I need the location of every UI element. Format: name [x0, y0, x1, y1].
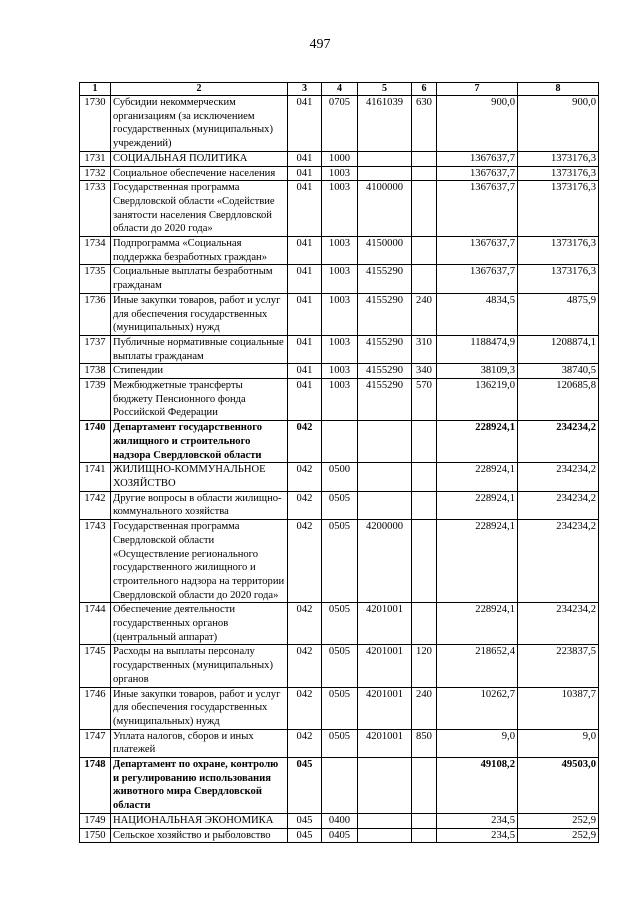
ministry-code: 045	[288, 813, 322, 828]
ministry-code: 045	[288, 828, 322, 843]
expense-type-code	[412, 491, 437, 519]
amount-col8: 38740,5	[518, 364, 599, 379]
target-code: 4200000	[358, 520, 412, 603]
target-code	[358, 166, 412, 181]
expense-type-code	[412, 151, 437, 166]
amount-col7: 228924,1	[437, 520, 518, 603]
amount-col7: 49108,2	[437, 758, 518, 814]
expense-name: Иные закупки товаров, работ и услуг для обеспечения государственных (муниципальных) нужд	[111, 293, 288, 335]
target-code	[358, 758, 412, 814]
row-number: 1738	[80, 364, 111, 379]
target-code: 4100000	[358, 181, 412, 237]
section-code: 1003	[322, 364, 358, 379]
amount-col7: 234,5	[437, 813, 518, 828]
table-row	[80, 603, 599, 645]
section-code: 1003	[322, 181, 358, 237]
table-row	[80, 265, 599, 293]
row-number: 1747	[80, 729, 111, 757]
expense-type-code	[412, 265, 437, 293]
table-row	[80, 729, 599, 757]
target-code: 4155290	[358, 293, 412, 335]
amount-col8: 234234,2	[518, 463, 599, 491]
table-row	[80, 491, 599, 519]
table-row	[80, 335, 599, 363]
table-row	[80, 520, 599, 603]
section-code: 1003	[322, 265, 358, 293]
table-row	[80, 421, 599, 463]
amount-col8: 1373176,3	[518, 151, 599, 166]
amount-col7: 38109,3	[437, 364, 518, 379]
expense-type-code	[412, 603, 437, 645]
target-code: 4201001	[358, 645, 412, 687]
expense-name: Другие вопросы в области жилищно-коммунального хозяйства	[111, 491, 288, 519]
amount-col7: 228924,1	[437, 421, 518, 463]
table-row	[80, 379, 599, 421]
expense-name: Государственная программа Свердловской области «Содействие занятости населения Свердловской области до 2020 года»	[111, 181, 288, 237]
column-header: 3	[288, 83, 322, 96]
ministry-code: 041	[288, 379, 322, 421]
row-number: 1746	[80, 687, 111, 729]
amount-col8: 1373176,3	[518, 237, 599, 265]
section-code: 1003	[322, 166, 358, 181]
section-code: 0505	[322, 491, 358, 519]
row-number: 1734	[80, 237, 111, 265]
amount-col7: 10262,7	[437, 687, 518, 729]
ministry-code: 041	[288, 335, 322, 363]
amount-col8: 900,0	[518, 96, 599, 152]
section-code	[322, 421, 358, 463]
table-row	[80, 151, 599, 166]
section-code: 1003	[322, 237, 358, 265]
ministry-code: 041	[288, 293, 322, 335]
table-row	[80, 181, 599, 237]
expense-name: Иные закупки товаров, работ и услуг для обеспечения государственных (муниципальных) нужд	[111, 687, 288, 729]
row-number: 1735	[80, 265, 111, 293]
amount-col8: 234234,2	[518, 491, 599, 519]
section-code: 0505	[322, 687, 358, 729]
target-code: 4161039	[358, 96, 412, 152]
table-row	[80, 828, 599, 843]
amount-col8: 234234,2	[518, 603, 599, 645]
row-number: 1745	[80, 645, 111, 687]
row-number: 1732	[80, 166, 111, 181]
amount-col8: 1208874,1	[518, 335, 599, 363]
column-header: 6	[412, 83, 437, 96]
row-number: 1744	[80, 603, 111, 645]
section-code: 0505	[322, 520, 358, 603]
ministry-code: 041	[288, 181, 322, 237]
table-row	[80, 237, 599, 265]
expense-name: Сельское хозяйство и рыболовство	[111, 828, 288, 843]
ministry-code: 041	[288, 151, 322, 166]
row-number: 1748	[80, 758, 111, 814]
column-header: 1	[80, 83, 111, 96]
ministry-code: 041	[288, 364, 322, 379]
target-code	[358, 463, 412, 491]
expense-type-code	[412, 828, 437, 843]
amount-col8: 10387,7	[518, 687, 599, 729]
expense-type-code	[412, 181, 437, 237]
expense-name: Департамент государственного жилищного и строительного надзора Свердловской области	[111, 421, 288, 463]
ministry-code: 041	[288, 166, 322, 181]
ministry-code: 041	[288, 237, 322, 265]
amount-col7: 136219,0	[437, 379, 518, 421]
ministry-code: 041	[288, 96, 322, 152]
amount-col8: 223837,5	[518, 645, 599, 687]
expense-type-code: 850	[412, 729, 437, 757]
expense-name: СОЦИАЛЬНАЯ ПОЛИТИКА	[111, 151, 288, 166]
table-row	[80, 463, 599, 491]
amount-col7: 900,0	[437, 96, 518, 152]
section-code: 0400	[322, 813, 358, 828]
amount-col8: 49503,0	[518, 758, 599, 814]
amount-col8: 234234,2	[518, 520, 599, 603]
amount-col8: 1373176,3	[518, 166, 599, 181]
target-code	[358, 491, 412, 519]
expense-type-code: 310	[412, 335, 437, 363]
ministry-code: 041	[288, 265, 322, 293]
row-number: 1733	[80, 181, 111, 237]
expense-type-code: 570	[412, 379, 437, 421]
expense-name: Департамент по охране, контролю и регулированию использования животного мира Свердловской области	[111, 758, 288, 814]
amount-col8: 252,9	[518, 828, 599, 843]
target-code	[358, 151, 412, 166]
amount-col8: 1373176,3	[518, 265, 599, 293]
expense-name: НАЦИОНАЛЬНАЯ ЭКОНОМИКА	[111, 813, 288, 828]
amount-col7: 228924,1	[437, 463, 518, 491]
table-body	[80, 96, 599, 843]
expense-name: Межбюджетные трансферты бюджету Пенсионного фонда Российской Федерации	[111, 379, 288, 421]
expense-type-code	[412, 520, 437, 603]
expense-name: Подпрограмма «Социальная поддержка безработных граждан»	[111, 237, 288, 265]
column-header: 5	[358, 83, 412, 96]
section-code: 0505	[322, 729, 358, 757]
expense-type-code	[412, 166, 437, 181]
expense-type-code: 120	[412, 645, 437, 687]
amount-col7: 228924,1	[437, 603, 518, 645]
section-code: 0705	[322, 96, 358, 152]
amount-col7: 1367637,7	[437, 181, 518, 237]
amount-col8: 1373176,3	[518, 181, 599, 237]
amount-col7: 1367637,7	[437, 151, 518, 166]
target-code: 4155290	[358, 364, 412, 379]
expense-name: Уплата налогов, сборов и иных платежей	[111, 729, 288, 757]
expense-name: Обеспечение деятельности государственных органов (центральный аппарат)	[111, 603, 288, 645]
column-header: 4	[322, 83, 358, 96]
expense-name: Социальное обеспечение населения	[111, 166, 288, 181]
expense-type-code	[412, 237, 437, 265]
row-number: 1740	[80, 421, 111, 463]
amount-col8: 252,9	[518, 813, 599, 828]
ministry-code: 042	[288, 520, 322, 603]
section-code: 0405	[322, 828, 358, 843]
expense-type-code: 240	[412, 293, 437, 335]
row-number: 1737	[80, 335, 111, 363]
table-header-row	[80, 83, 599, 96]
section-code: 1003	[322, 379, 358, 421]
table-row	[80, 166, 599, 181]
row-number: 1743	[80, 520, 111, 603]
table-row	[80, 96, 599, 152]
ministry-code: 042	[288, 491, 322, 519]
amount-col8: 9,0	[518, 729, 599, 757]
target-code	[358, 421, 412, 463]
column-header: 7	[437, 83, 518, 96]
amount-col7: 228924,1	[437, 491, 518, 519]
ministry-code: 042	[288, 463, 322, 491]
table-row	[80, 813, 599, 828]
expense-name: Социальные выплаты безработным гражданам	[111, 265, 288, 293]
amount-col7: 218652,4	[437, 645, 518, 687]
section-code: 1000	[322, 151, 358, 166]
expense-type-code	[412, 463, 437, 491]
section-code: 0500	[322, 463, 358, 491]
amount-col7: 1367637,7	[437, 265, 518, 293]
expense-type-code	[412, 421, 437, 463]
expense-name: Расходы на выплаты персоналу государственных (муниципальных) органов	[111, 645, 288, 687]
row-number: 1741	[80, 463, 111, 491]
table-row	[80, 687, 599, 729]
expense-type-code: 240	[412, 687, 437, 729]
row-number: 1749	[80, 813, 111, 828]
row-number: 1750	[80, 828, 111, 843]
expense-name: Публичные нормативные социальные выплаты гражданам	[111, 335, 288, 363]
target-code: 4201001	[358, 729, 412, 757]
table-row	[80, 645, 599, 687]
target-code: 4201001	[358, 687, 412, 729]
amount-col8: 4875,9	[518, 293, 599, 335]
table-row	[80, 758, 599, 814]
target-code: 4201001	[358, 603, 412, 645]
target-code: 4155290	[358, 379, 412, 421]
amount-col7: 1188474,9	[437, 335, 518, 363]
expense-name: ЖИЛИЩНО-КОММУНАЛЬНОЕ ХОЗЯЙСТВО	[111, 463, 288, 491]
row-number: 1736	[80, 293, 111, 335]
table-row	[80, 364, 599, 379]
column-header: 2	[111, 83, 288, 96]
expense-type-code: 340	[412, 364, 437, 379]
target-code	[358, 813, 412, 828]
amount-col8: 234234,2	[518, 421, 599, 463]
row-number: 1739	[80, 379, 111, 421]
section-code: 0505	[322, 645, 358, 687]
amount-col7: 234,5	[437, 828, 518, 843]
section-code: 0505	[322, 603, 358, 645]
section-code	[322, 758, 358, 814]
section-code: 1003	[322, 293, 358, 335]
table-row	[80, 293, 599, 335]
expense-name: Стипендии	[111, 364, 288, 379]
ministry-code: 042	[288, 687, 322, 729]
expense-name: Государственная программа Свердловской области «Осуществление регионального государственного жилищного и строительного надзора на территории Свердловской области до 2020 года»	[111, 520, 288, 603]
ministry-code: 042	[288, 421, 322, 463]
page-number: 497	[309, 37, 331, 52]
budget-table	[79, 82, 599, 843]
expense-type-code	[412, 813, 437, 828]
amount-col7: 1367637,7	[437, 166, 518, 181]
section-code: 1003	[322, 335, 358, 363]
expense-name: Субсидии некоммерческим организациям (за исключением государственных (муниципальных) учреждений)	[111, 96, 288, 152]
row-number: 1730	[80, 96, 111, 152]
ministry-code: 042	[288, 645, 322, 687]
amount-col7: 1367637,7	[437, 237, 518, 265]
amount-col7: 4834,5	[437, 293, 518, 335]
expense-type-code: 630	[412, 96, 437, 152]
ministry-code: 042	[288, 603, 322, 645]
target-code	[358, 828, 412, 843]
column-header: 8	[518, 83, 599, 96]
target-code: 4155290	[358, 335, 412, 363]
ministry-code: 045	[288, 758, 322, 814]
row-number: 1742	[80, 491, 111, 519]
amount-col8: 120685,8	[518, 379, 599, 421]
target-code: 4155290	[358, 265, 412, 293]
expense-type-code	[412, 758, 437, 814]
amount-col7: 9,0	[437, 729, 518, 757]
target-code: 4150000	[358, 237, 412, 265]
row-number: 1731	[80, 151, 111, 166]
ministry-code: 042	[288, 729, 322, 757]
